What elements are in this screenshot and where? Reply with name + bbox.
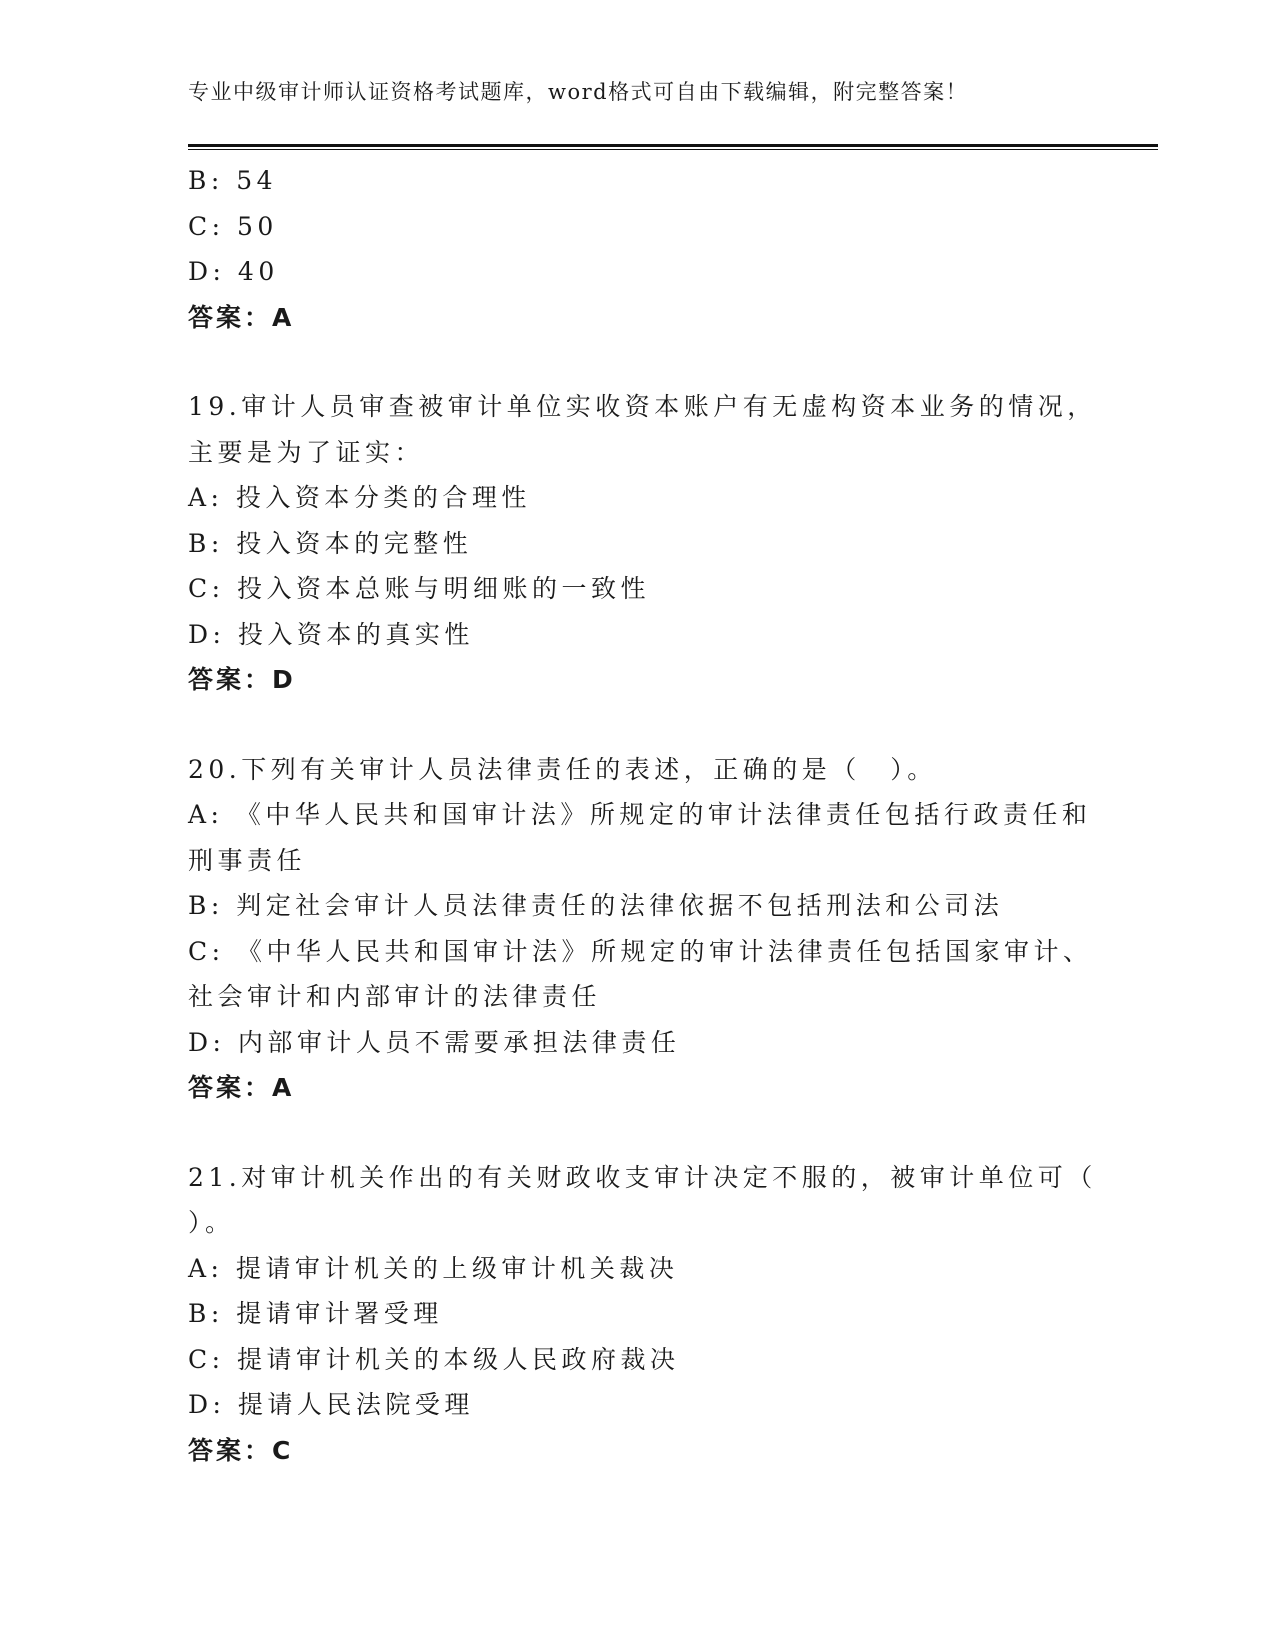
answer-label: 答案：A (188, 1073, 295, 1102)
header-rule-thick (188, 144, 1158, 147)
option-c: C: 投入资本总账与明细账的一致性 (188, 574, 650, 603)
question-19-block (188, 384, 1097, 703)
option-d: D: 投入资本的真实性 (188, 619, 474, 649)
option-d: D: 40 (188, 257, 279, 286)
option-c: C: 50 (188, 211, 278, 241)
option-b: B: 54 (188, 166, 278, 195)
page-header: 专业中级审计师认证资格考试题库，word格式可自由下载编辑，附完整答案！ (188, 80, 969, 104)
option-b: B: 判定社会审计人员法律责任的法律依据不包括刑法和公司法 (188, 891, 1004, 920)
question-21-block (188, 1155, 1097, 1474)
option-b: B: 投入资本的完整性 (188, 528, 473, 558)
question-content (188, 158, 1097, 1473)
prev-question-block (188, 158, 1088, 340)
question-19-stem-line1: 19.审计人员审查被审计单位实收资本账户有无虚构资本业务的情况， (188, 392, 1097, 421)
option-c: C: 提请审计机关的本级人民政府裁决 (188, 1344, 680, 1374)
header-rule-thin (188, 149, 1158, 150)
option-c-line1: C: 《中华人民共和国审计法》所规定的审计法律责任包括国家审计、 (188, 936, 1093, 966)
option-c-line2: 社会审计和内部审计的法律责任 (188, 982, 602, 1011)
option-a-line2: 刑事责任 (188, 845, 307, 875)
option-d: D: 内部审计人员不需要承担法律责任 (188, 1027, 681, 1057)
question-20-stem: 20.下列有关审计人员法律责任的表述，正确的是（ ）。 (188, 754, 937, 784)
option-d: D: 提请人民法院受理 (188, 1390, 474, 1419)
option-a: A: 提请审计机关的上级审计机关裁决 (188, 1253, 679, 1283)
option-a-line1: A: 《中华人民共和国审计法》所规定的审计法律责任包括行政责任和 (188, 800, 1092, 829)
answer-label: 答案：D (188, 665, 296, 694)
spacer (188, 340, 1088, 384)
question-19-stem-line2: 主要是为了证实： (188, 437, 425, 467)
answer-label: 答案：C (188, 1435, 294, 1465)
spacer (188, 1111, 1088, 1155)
option-b: B: 提请审计署受理 (188, 1299, 443, 1328)
question-21-stem-line2: ）。 (188, 1208, 235, 1237)
option-a: A: 投入资本分类的合理性 (188, 483, 531, 512)
spacer (188, 703, 1088, 747)
question-21-stem-line1: 21.对审计机关作出的有关财政收支审计决定不服的，被审计单位可（ (188, 1162, 1097, 1192)
answer-label: 答案：A (188, 302, 295, 332)
question-20-block (188, 747, 1093, 1111)
